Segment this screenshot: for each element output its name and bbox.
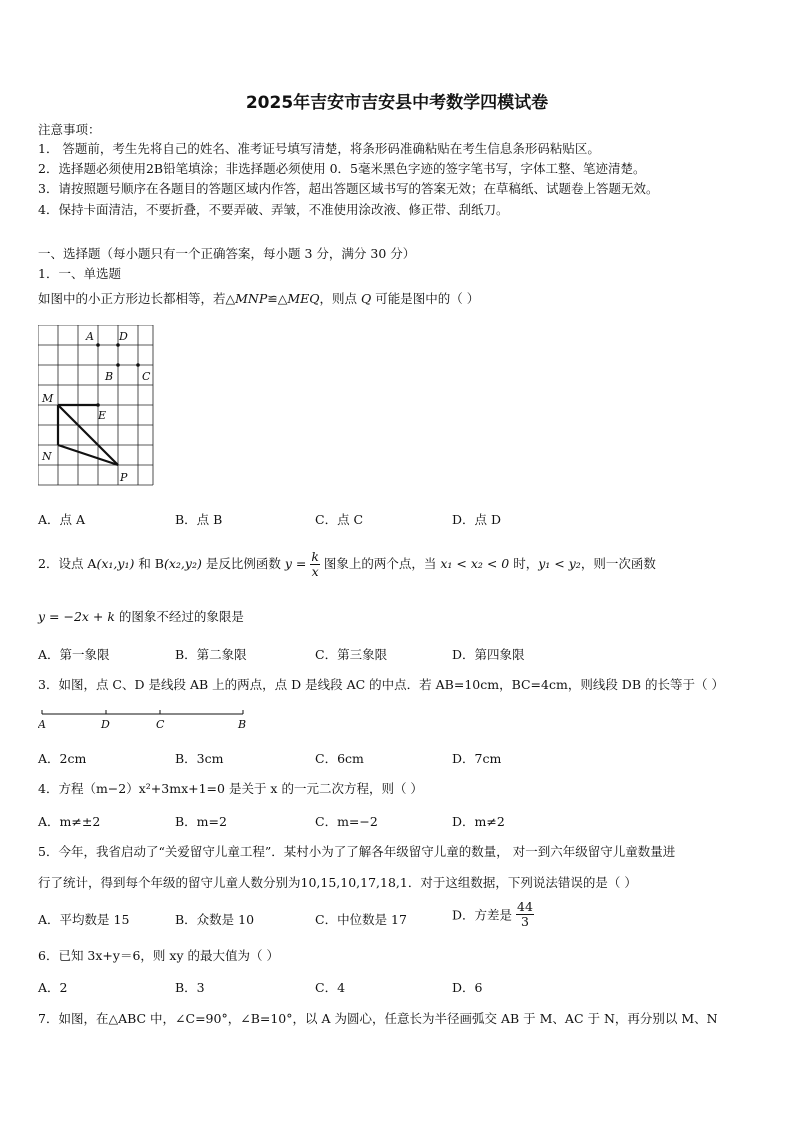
question-3-options: [38, 749, 758, 767]
option-a[interactable]: A．m≠±2: [38, 814, 101, 829]
option-c[interactable]: C．中位数是 17: [315, 912, 407, 927]
question-3-segment-figure: [38, 706, 253, 732]
fraction-k-over-x: $\frac{k}{x}$: [311, 549, 319, 579]
question-5-options: [38, 899, 758, 929]
question-7-stem: 7．如图，在△ABC 中，∠C=90°，∠B=10°，以 A 为圆心，任意长为半径画弧交 AB 于 M、AC 于 N，再分别以 M、N: [38, 1011, 718, 1026]
option-c[interactable]: C．点 C: [315, 512, 364, 527]
point-label-a: A: [86, 330, 94, 343]
point-label-d: D: [119, 330, 128, 343]
option-a[interactable]: A．2cm: [38, 751, 87, 766]
option-b[interactable]: B．m=2: [175, 814, 227, 829]
question-4-options: [38, 812, 758, 830]
option-c[interactable]: C．m=−2: [315, 814, 378, 829]
point-label-m: M: [42, 392, 54, 405]
option-a[interactable]: A．第一象限: [38, 647, 110, 662]
option-a[interactable]: A．2: [38, 980, 68, 995]
question-1-stem: 如图中的小正方形边长都相等，若△MNP≌△MEQ，则点 Q 可能是图中的（ ）: [38, 291, 480, 306]
question-1-grid-figure: [38, 325, 158, 490]
notice-item: 4．保持卡面清洁，不要折叠，不要弄破、弄皱，不准使用涂改液、修正带、刮纸刀。: [38, 202, 509, 217]
option-d[interactable]: D．7cm: [452, 751, 502, 766]
point-label-e: E: [98, 409, 107, 422]
option-d[interactable]: D．6: [452, 980, 483, 995]
option-b[interactable]: B．3: [175, 980, 205, 995]
question-2-options: [38, 645, 758, 663]
point-label-p: P: [120, 471, 128, 484]
notice-item: 3．请按照题号顺序在各题目的答题区域内作答，超出答题区域书写的答案无效；在草稿纸、试题卷上答题无效。: [38, 181, 659, 196]
point-label-n: N: [42, 450, 52, 463]
segment-label-c: C: [156, 718, 165, 731]
question-6-options: [38, 978, 758, 996]
section-subheading: 1．一、单选题: [38, 266, 121, 281]
point-label-b: B: [105, 370, 114, 383]
question-3-stem: 3．如图，点 C、D 是线段 AB 上的两点，点 D 是线段 AC 的中点．若 AB=10cm，BC=4cm，则线段 DB 的长等于（ ）: [38, 677, 724, 692]
option-b[interactable]: B．众数是 10: [175, 912, 255, 927]
option-b[interactable]: B．3cm: [175, 751, 224, 766]
question-5-stem-line2: 行了统计，得到每个年级的留守儿童人数分别为10,15,10,17,18,1．对于这组数据，下列说法错误的是（ ）: [38, 875, 637, 890]
notice-heading: 注意事项：: [38, 122, 101, 137]
option-d[interactable]: D．点 D: [452, 512, 502, 527]
option-c[interactable]: C．6cm: [315, 751, 364, 766]
question-4-stem: 4．方程（m−2）x²+3mx+1=0 是关于 x 的一元二次方程，则（ ）: [38, 781, 423, 796]
question-2-stem: 2．设点 A(x₁,y₁) 和 B(x₂,y₂) 是反比例函数 y = $\frac{k}{x}$ 图象上的两个点，当 x₁ < x₂ < 0 时，y₁ < y₂，则一次函数: [38, 549, 656, 579]
page-title: 2025年吉安市吉安县中考数学四模试卷: [245, 93, 549, 113]
question-1-options: [38, 510, 758, 528]
segment-label-d: D: [101, 718, 110, 731]
segment-label-a: A: [38, 718, 46, 731]
option-c[interactable]: C．4: [315, 980, 346, 995]
segment-label-b: B: [238, 718, 247, 731]
option-b[interactable]: B．点 B: [175, 512, 223, 527]
option-d[interactable]: D．第四象限: [452, 647, 525, 662]
question-5-stem: 5．今年，我省启动了“关爱留守儿童工程”．某村小为了了解各年级留守儿童的数量， 对一到六年级留守儿童数量进: [38, 844, 676, 859]
question-6-stem: 6．已知 3x+y＝6，则 xy 的最大值为（ ）: [38, 948, 279, 963]
notice-item: 1． 答题前，考生先将自己的姓名、准考证号填写清楚，将条形码准确粘贴在考生信息条形码粘贴区。: [38, 141, 600, 156]
question-2-stem-line2: y = −2x + k 的图象不经过的象限是: [38, 609, 244, 624]
option-d[interactable]: D．方差是 $\frac{44}{3}$: [452, 899, 533, 929]
section-heading: 一、选择题（每小题只有一个正确答案，每小题 3 分，满分 30 分）: [38, 246, 416, 261]
option-b[interactable]: B．第二象限: [175, 647, 247, 662]
triangle-mnp: [58, 405, 118, 465]
fraction-44-over-3: $\frac{44}{3}$: [517, 899, 533, 929]
point-label-c: C: [142, 370, 151, 383]
notice-item: 2．选择题必须使用2B铅笔填涂；非选择题必须使用 0．5毫米黑色字迹的签字笔书写，字体工整、笔迹清楚。: [38, 161, 646, 176]
option-d[interactable]: D．m≠2: [452, 814, 505, 829]
option-a[interactable]: A．平均数是 15: [38, 912, 130, 927]
option-c[interactable]: C．第三象限: [315, 647, 388, 662]
option-a[interactable]: A．点 A: [38, 512, 86, 527]
